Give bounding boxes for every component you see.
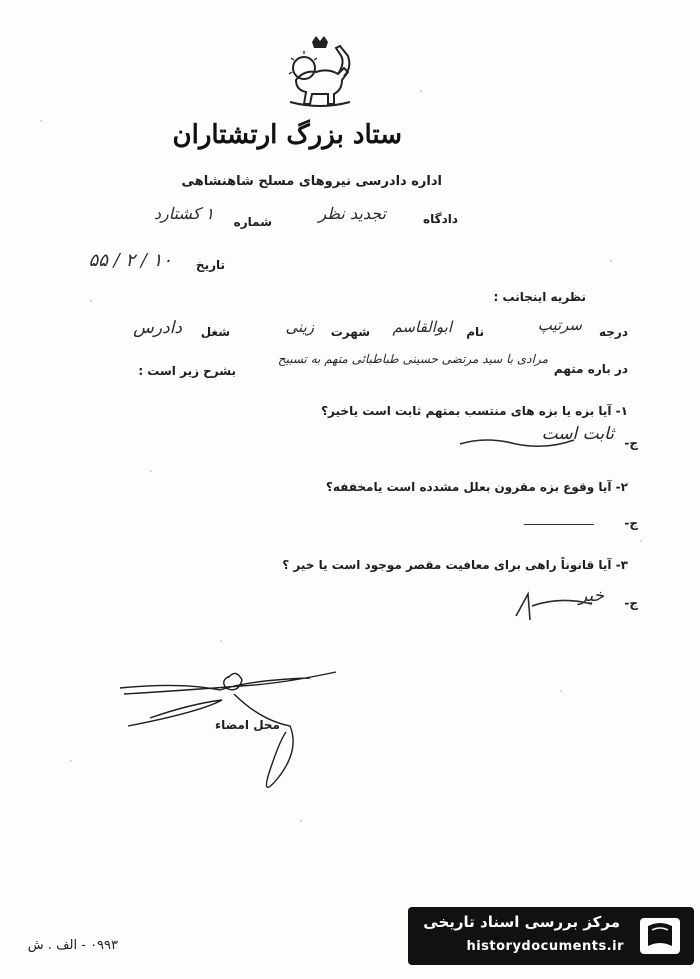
name-label: نام bbox=[466, 325, 484, 339]
rank-label: درجه bbox=[599, 325, 628, 339]
archive-watermark bbox=[408, 907, 694, 965]
surname-value: زینی bbox=[285, 318, 314, 336]
name-value: ابوالقاسم bbox=[392, 318, 452, 336]
number-label: شماره bbox=[233, 215, 272, 229]
as-follows-label: بشرح زیر است : bbox=[138, 364, 236, 378]
number-value: ۱ کشتارد bbox=[153, 204, 214, 223]
answer-3-stroke bbox=[510, 586, 596, 626]
regarding-label: در باره متهم bbox=[553, 362, 628, 376]
question-3: ۳- آیا قانوناً راهی برای معافیت مقصر موجود است یا خیر ؟ bbox=[282, 558, 628, 572]
answer-2-dash bbox=[524, 524, 594, 525]
answer-3-value: خیر bbox=[578, 586, 604, 606]
opinion-heading: نظریه اینجانب : bbox=[493, 290, 586, 304]
answer-1-underline bbox=[456, 430, 576, 454]
signature-label: محل امضاء bbox=[215, 718, 280, 732]
question-1: ۱- آیا بزه یا بزه های منتسب بمتهم ثابت است یاخیر؟ bbox=[321, 404, 628, 418]
letterhead-title: ستاد بزرگ ارتشتاران bbox=[172, 120, 402, 150]
date-value: ۱۰ / ۲ / ۵۵ bbox=[88, 250, 172, 271]
date-label: تاریخ bbox=[195, 258, 225, 272]
surname-label: شهرت bbox=[330, 325, 370, 339]
answer-1-label: ج- bbox=[624, 436, 638, 450]
department-line: اداره دادرسی نیروهای مسلح شاهنشاهی bbox=[181, 174, 442, 189]
archive-logo-icon bbox=[636, 914, 684, 958]
court-label: دادگاه bbox=[423, 212, 458, 226]
court-value: تجدید نظر bbox=[318, 204, 386, 223]
answer-3-label: ج- bbox=[624, 596, 638, 610]
watermark-title: مرکز بررسی اسناد تاریخی bbox=[423, 913, 620, 931]
job-label: شغل bbox=[200, 325, 230, 339]
answer-1-value: ثابت است bbox=[541, 424, 614, 444]
footer-code: ۰۹۹۳ - الف . ش bbox=[27, 938, 118, 953]
job-value: دادرس bbox=[133, 318, 182, 338]
regarding-value: مرادی با سید مرتضی حسینی طباطبائی متهم به تسبیح bbox=[277, 352, 548, 366]
watermark-url: historydocuments.ir bbox=[466, 939, 624, 954]
signature-scribble bbox=[110, 660, 350, 810]
lion-and-sun-emblem-icon bbox=[282, 34, 358, 110]
question-2: ۲- آیا وقوع بزه مقرون بعلل مشدده است یامخففه؟ bbox=[325, 480, 628, 494]
rank-value: سرتیپ bbox=[537, 316, 582, 334]
answer-2-label: ج- bbox=[624, 516, 638, 530]
